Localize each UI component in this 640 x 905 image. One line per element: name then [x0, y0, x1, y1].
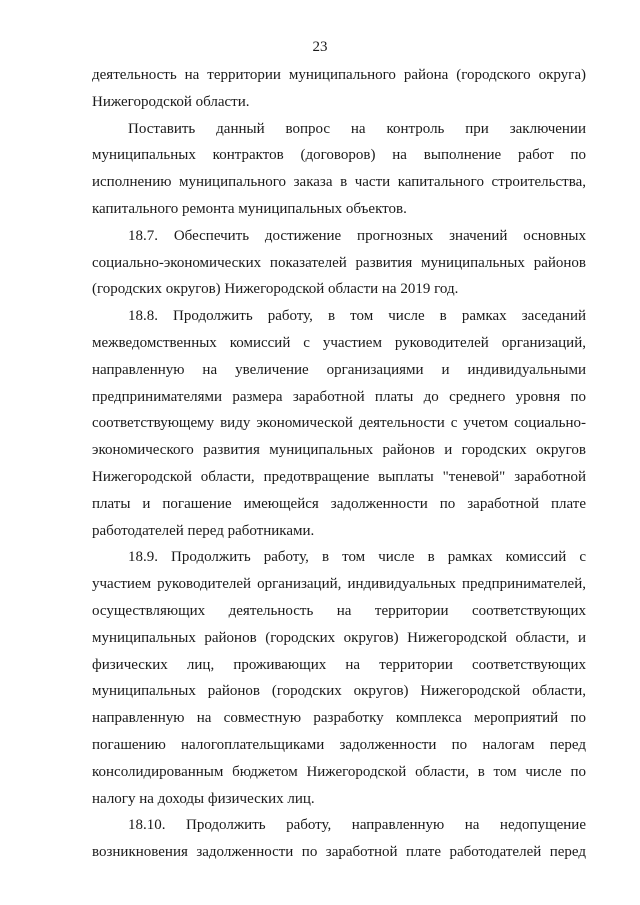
- text-line: 18.7. Обеспечить достижение прогнозных значений основных: [128, 227, 586, 244]
- text-line: Нижегородской области, предотвращение выплаты "теневой" заработной: [92, 468, 586, 485]
- text-line: исполнению муниципального заказа в части капитального строительства,: [92, 174, 586, 191]
- text-line: 18.10. Продолжить работу, направленную на недопущение: [128, 817, 586, 834]
- text-line: (городских округов) Нижегородской области на 2019 год.: [92, 281, 459, 298]
- text-line: участием руководителей организаций, индивидуальных предпринимателей,: [92, 576, 586, 593]
- text-line: направленную на совместную разработку комплекса мероприятий по: [92, 710, 586, 727]
- text-line: муниципальных районов (городских округов) Нижегородской области, и: [92, 629, 586, 646]
- text-line: 18.8. Продолжить работу, в том числе в рамках заседаний: [128, 308, 586, 325]
- text-line: Поставить данный вопрос на контроль при заключении: [128, 120, 586, 137]
- text-line: осуществляющих деятельность на территории соответствующих: [92, 602, 586, 619]
- text-line: погашению налогоплательщиками задолженности по налогам перед: [92, 736, 586, 753]
- text-line: муниципальных районов (городских округов) Нижегородской области,: [92, 683, 586, 700]
- text-line: консолидированным бюджетом Нижегородской области, в том числе по: [92, 763, 586, 780]
- text-line: возникновения задолженности по заработной плате работодателей перед: [92, 844, 586, 861]
- text-line: капитального ремонта муниципальных объектов.: [92, 200, 407, 217]
- text-line: физических лиц, проживающих на территории соответствующих: [92, 656, 586, 673]
- text-line: Нижегородской области.: [92, 93, 250, 110]
- text-line: направленную на увеличение организациями и индивидуальными: [92, 361, 586, 378]
- text-line: муниципальных контрактов (договоров) на выполнение работ по: [92, 147, 586, 164]
- text-line: предпринимателями размера заработной платы до среднего уровня по: [92, 388, 586, 405]
- text-line: социально-экономических показателей развития муниципальных районов: [92, 254, 586, 271]
- text-line: работодателей перед работниками.: [92, 522, 315, 539]
- text-line: межведомственных комиссий с участием руководителей организаций,: [92, 334, 586, 351]
- text-line: 18.9. Продолжить работу, в том числе в рамках комиссий с: [128, 549, 586, 566]
- text-line: платы и погашение имеющейся задолженности по заработной плате: [92, 495, 586, 512]
- text-line: налогу на доходы физических лиц.: [92, 790, 315, 807]
- page-number: 23: [312, 39, 328, 55]
- text-line: экономического развития муниципальных районов и городских округов: [92, 442, 586, 459]
- text-line: деятельность на территории муниципального района (городского округа): [92, 67, 586, 83]
- text-line: соответствующему виду экономической деятельности с учетом социально-: [92, 415, 586, 432]
- document-body: [92, 62, 586, 866]
